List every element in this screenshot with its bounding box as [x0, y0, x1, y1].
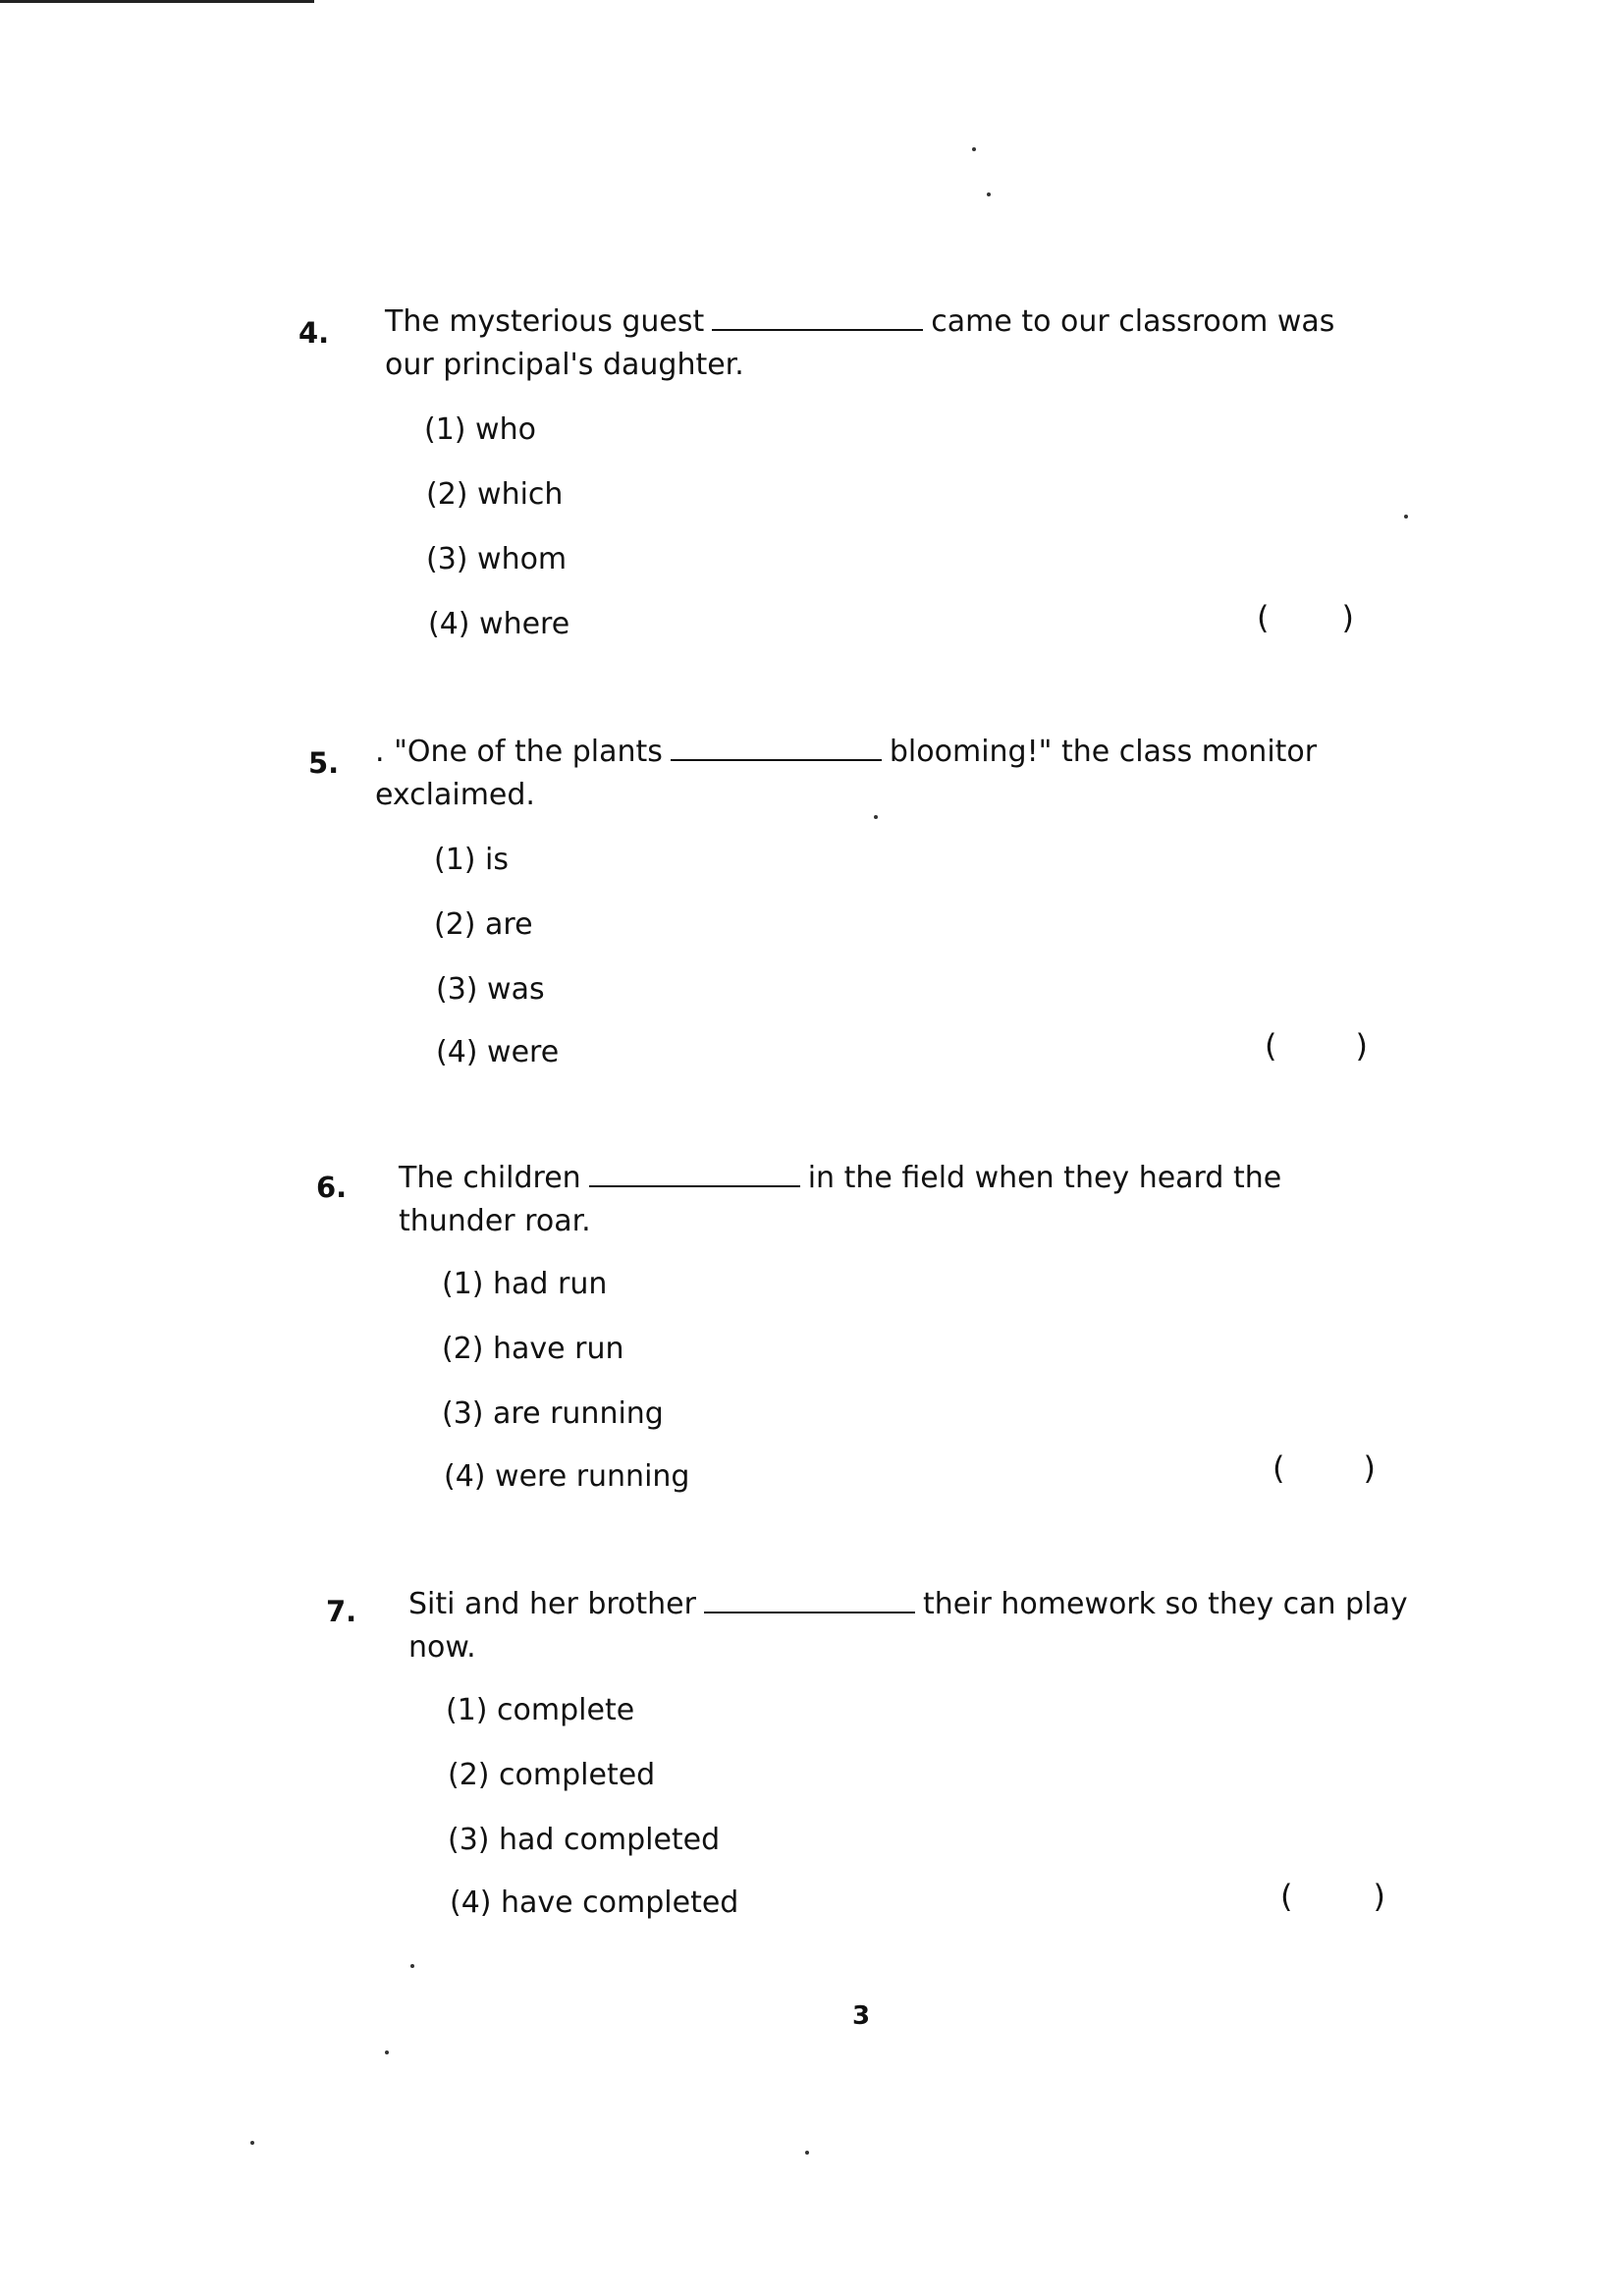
top-edge-line	[0, 0, 314, 3]
option-2[interactable]: (2) completed	[448, 1758, 656, 1792]
question-stem	[385, 301, 1386, 387]
question-stem	[408, 1583, 1410, 1669]
question-number: 6.	[316, 1171, 348, 1204]
scan-speck	[805, 2151, 809, 2155]
option-1[interactable]: (1) who	[424, 412, 536, 447]
answer-box-open: (	[1280, 1878, 1293, 1915]
question-stem	[399, 1157, 1400, 1243]
answer-blank	[704, 1590, 915, 1613]
scan-speck	[1404, 515, 1408, 519]
answer-box-open: (	[1265, 1027, 1277, 1065]
answer-box-open: (	[1272, 1449, 1285, 1487]
option-3[interactable]: (3) are running	[442, 1396, 664, 1431]
answer-box[interactable]	[1280, 1878, 1385, 1915]
option-3[interactable]: (3) was	[436, 972, 545, 1007]
stem-before-blank: The mysterious guest	[385, 304, 705, 339]
option-3[interactable]: (3) had completed	[448, 1823, 721, 1857]
option-1[interactable]: (1) is	[434, 843, 509, 877]
stem-before-blank: . "One of the plants	[375, 735, 663, 769]
answer-box[interactable]	[1265, 1027, 1368, 1065]
scan-speck	[987, 192, 991, 196]
answer-box[interactable]	[1257, 599, 1354, 636]
option-3[interactable]: (3) whom	[426, 542, 568, 576]
stem-before-blank: The children	[399, 1161, 581, 1195]
answer-blank	[712, 307, 923, 331]
scan-speck	[410, 1964, 414, 1968]
answer-box[interactable]	[1272, 1449, 1376, 1487]
question-number: 7.	[326, 1595, 357, 1628]
stem-after-blank: in the field when they heard the thunder roar.	[399, 1161, 1282, 1238]
scan-speck	[385, 2050, 389, 2054]
option-2[interactable]: (2) which	[426, 477, 564, 512]
option-4[interactable]: (4) where	[428, 607, 570, 641]
answer-box-close: )	[1363, 1449, 1376, 1487]
option-4[interactable]: (4) have completed	[450, 1886, 739, 1920]
option-2[interactable]: (2) have run	[442, 1332, 624, 1366]
question-number: 5.	[308, 746, 340, 780]
question-number: 4.	[298, 316, 330, 350]
answer-box-close: )	[1355, 1027, 1368, 1065]
answer-box-open: (	[1257, 599, 1270, 636]
answer-blank	[589, 1164, 800, 1187]
question-stem	[375, 731, 1377, 817]
answer-blank	[671, 738, 882, 761]
option-1[interactable]: (1) complete	[446, 1693, 635, 1727]
scan-speck	[972, 147, 976, 151]
option-4[interactable]: (4) were	[436, 1035, 560, 1069]
stem-after-blank: blooming!" the class monitor exclaimed.	[375, 735, 1318, 812]
answer-box-close: )	[1341, 599, 1354, 636]
option-4[interactable]: (4) were running	[444, 1459, 690, 1494]
option-2[interactable]: (2) are	[434, 907, 533, 942]
answer-box-close: )	[1373, 1878, 1385, 1915]
page-number: 3	[852, 2001, 871, 2031]
stem-after-blank: came to our classroom was our principal's daughter.	[385, 304, 1335, 382]
scan-speck	[250, 2141, 254, 2145]
stem-before-blank: Siti and her brother	[408, 1587, 696, 1621]
option-1[interactable]: (1) had run	[442, 1267, 608, 1301]
stem-after-blank: their homework so they can play now.	[408, 1587, 1408, 1665]
